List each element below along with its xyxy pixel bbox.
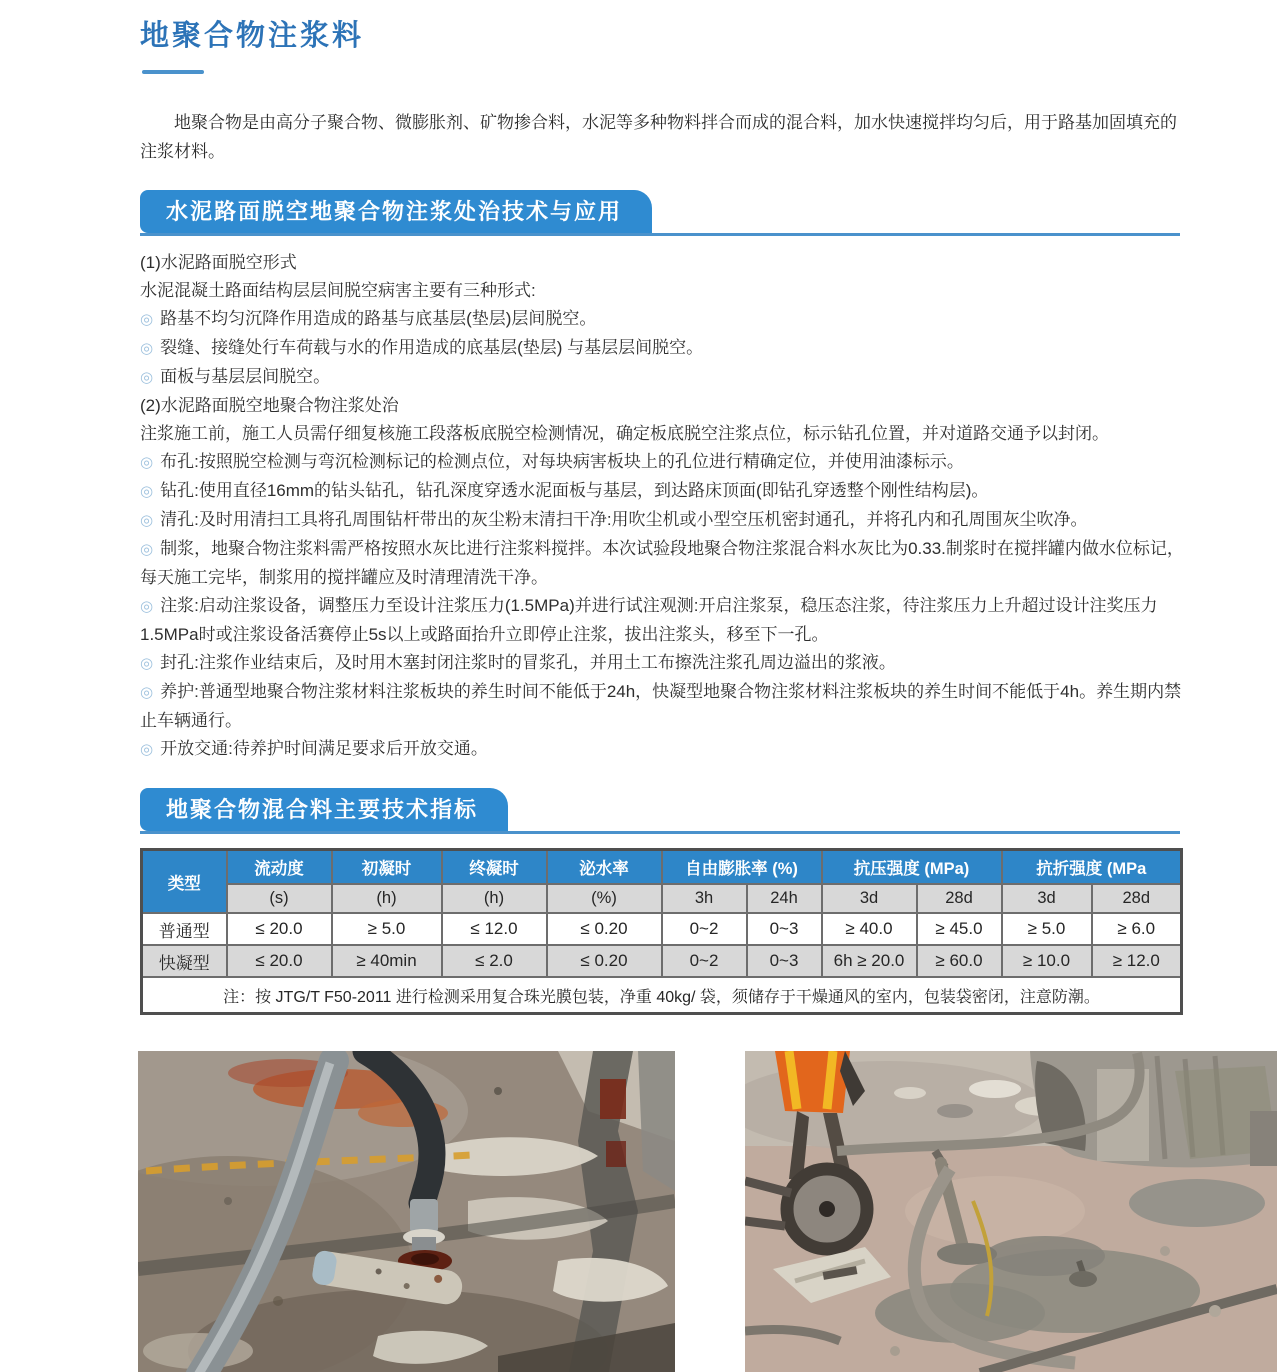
ring-bullet-icon: ◎ [140,684,154,701]
list-item: ◎ 布孔:按照脱空检测与弯沉检测标记的检测点位，对每块病害板块上的孔位进行精确定位，并使用油漆标示。 [140,452,964,471]
ring-bullet-icon: ◎ [140,655,154,672]
value-cell: ≥ 5.0 [332,913,442,945]
table-note-row [142,977,1182,1014]
value-cell: 0~3 [747,945,822,977]
unit-cell: (s) [227,884,332,913]
row-label: 快凝型 [142,945,227,977]
units-row [142,884,1182,913]
ring-bullet-icon: ◎ [140,541,154,558]
value-cell: ≥ 10.0 [1002,945,1092,977]
value-cell: ≥ 45.0 [917,913,1002,945]
ring-bullet-icon: ◎ [140,454,154,471]
section-head-1 [140,190,1180,236]
photo-pavement-grouting-hose [138,1051,675,1372]
unit-cell: (%) [547,884,662,913]
unit-cell: 24h [747,884,822,913]
value-cell: ≤ 12.0 [442,913,547,945]
value-cell: ≥ 40.0 [822,913,917,945]
value-cell: ≤ 0.20 [547,913,662,945]
value-cell: ≥ 6.0 [1092,913,1182,945]
list-item: ◎ 清孔:及时用清扫工具将孔周围钻杆带出的灰尘粉末清扫干净:用吹尘机或小型空压机密封通孔，并将孔内和孔周围灰尘吹净。 [140,510,1088,529]
value-cell: 6h ≥ 20.0 [822,945,917,977]
photo-grouting-construction-site [745,1051,1277,1372]
value-cell: ≥ 5.0 [1002,913,1092,945]
value-cell: ≤ 0.20 [547,945,662,977]
intro-paragraph: 地聚合物是由高分子聚合物、微膨胀剂、矿物掺合料，水泥等多种物料拌合而成的混合料，加水快速搅拌均匀后，用于路基加固填充的注浆材料。 [140,113,1177,161]
section-head-2 [140,788,1180,834]
section-banner-1: 水泥路面脱空地聚合物注浆处治技术与应用 [140,190,652,233]
ring-bullet-icon: ◎ [140,340,154,357]
unit-cell: 28d [1092,884,1182,913]
unit-cell: (h) [442,884,547,913]
unit-cell: 3h [662,884,747,913]
value-cell: 0~2 [662,945,747,977]
ring-bullet-icon: ◎ [140,512,154,529]
value-cell: ≤ 20.0 [227,945,332,977]
value-cell: ≥ 60.0 [917,945,1002,977]
col-group-free-expansion: 自由膨胀率 (%) [662,850,822,885]
list-item: ◎ 开放交通:待养护时间满足要求后开放交通。 [140,739,488,758]
col-header-initial-set: 初凝时 [332,850,442,885]
table-note: 注：按 JTG/T F50-2011 进行检测采用复合珠光膜包装，净重 40kg/ 袋，须储存于干燥通风的室内，包装袋密闭，注意防潮。 [142,977,1182,1014]
text-line: 注浆施工前，施工人员需仔细复核施工段落板底脱空检测情况，确定板底脱空注浆点位，标示钻孔位置，并对道路交通予以封闭。 [140,424,1109,443]
col-header-fluidity: 流动度 [227,850,332,885]
ring-bullet-icon: ◎ [140,598,154,615]
col-group-compressive-strength: 抗压强度 (MPa) [822,850,1002,885]
value-cell: 0~2 [662,913,747,945]
unit-cell: 3d [822,884,917,913]
list-item: ◎ 制浆，地聚合物注浆料需严格按照水灰比进行注浆料搅拌。本次试验段地聚合物注浆混合料水灰比为0.33.制浆时在搅拌罐内做水位标记，每天施工完毕，制浆用的搅拌罐应及时清理清洗干净。 [140,539,1184,587]
text-line: 水泥混凝土路面结构层层间脱空病害主要有三种形式: [140,281,536,300]
unit-cell: 3d [1002,884,1092,913]
table-row-normal-type [142,913,1182,945]
section-1-body [140,249,1186,764]
unit-cell: 28d [917,884,1002,913]
value-cell: ≤ 20.0 [227,913,332,945]
table-row-fast-type [142,945,1182,977]
ring-bullet-icon: ◎ [140,369,154,386]
photo-row [138,1051,1280,1372]
list-item: ◎ 路基不均匀沉降作用造成的路基与底基层(垫层)层间脱空。 [140,309,597,328]
col-header-bleeding: 泌水率 [547,850,662,885]
title-divider [142,70,204,74]
ring-bullet-icon: ◎ [140,483,154,500]
col-header-final-set: 终凝时 [442,850,547,885]
value-cell: 0~3 [747,913,822,945]
col-header-type: 类型 [142,850,227,914]
text-line: (2)水泥路面脱空地聚合物注浆处治 [140,396,399,415]
spec-table [140,848,1183,1015]
list-item: ◎ 钻孔:使用直径16mm的钻头钻孔，钻孔深度穿透水泥面板与基层，到达路床顶面(即钻孔穿透整个刚性结构层)。 [140,481,989,500]
value-cell: ≤ 2.0 [442,945,547,977]
list-item: ◎ 养护:普通型地聚合物注浆材料注浆板块的养生时间不能低于24h，快凝型地聚合物注浆材料注浆板块的养生时间不能低于4h。养生期内禁止车辆通行。 [140,682,1182,730]
list-item: ◎ 裂缝、接缝处行车荷载与水的作用造成的底基层(垫层) 与基层层间脱空。 [140,338,704,357]
value-cell: ≥ 40min [332,945,442,977]
page-title: 地聚合物注浆料 [140,20,365,52]
section-banner-2: 地聚合物混合料主要技术指标 [140,788,508,831]
list-item: ◎ 面板与基层层间脱空。 [140,367,331,386]
ring-bullet-icon: ◎ [140,311,154,328]
row-label: 普通型 [142,913,227,945]
list-item: ◎ 注浆:启动注浆设备，调整压力至设计注浆压力(1.5MPa)并进行试注观测:开启注浆泵，稳压态注浆，待注浆压力上升超过设计注奖压力1.5MPa时或注浆设备活赛停止5s以上或路面抬升立即停止注浆，拔出注浆头，移至下一孔。 [140,596,1158,644]
ring-bullet-icon: ◎ [140,741,154,758]
unit-cell: (h) [332,884,442,913]
text-line: (1)水泥路面脱空形式 [140,253,297,272]
value-cell: ≥ 12.0 [1092,945,1182,977]
list-item: ◎ 封孔:注浆作业结束后，及时用木塞封闭注浆时的冒浆孔，并用土工布擦洗注浆孔周边溢出的浆液。 [140,653,896,672]
col-group-flexural-strength: 抗折强度 (MPa [1002,850,1182,885]
